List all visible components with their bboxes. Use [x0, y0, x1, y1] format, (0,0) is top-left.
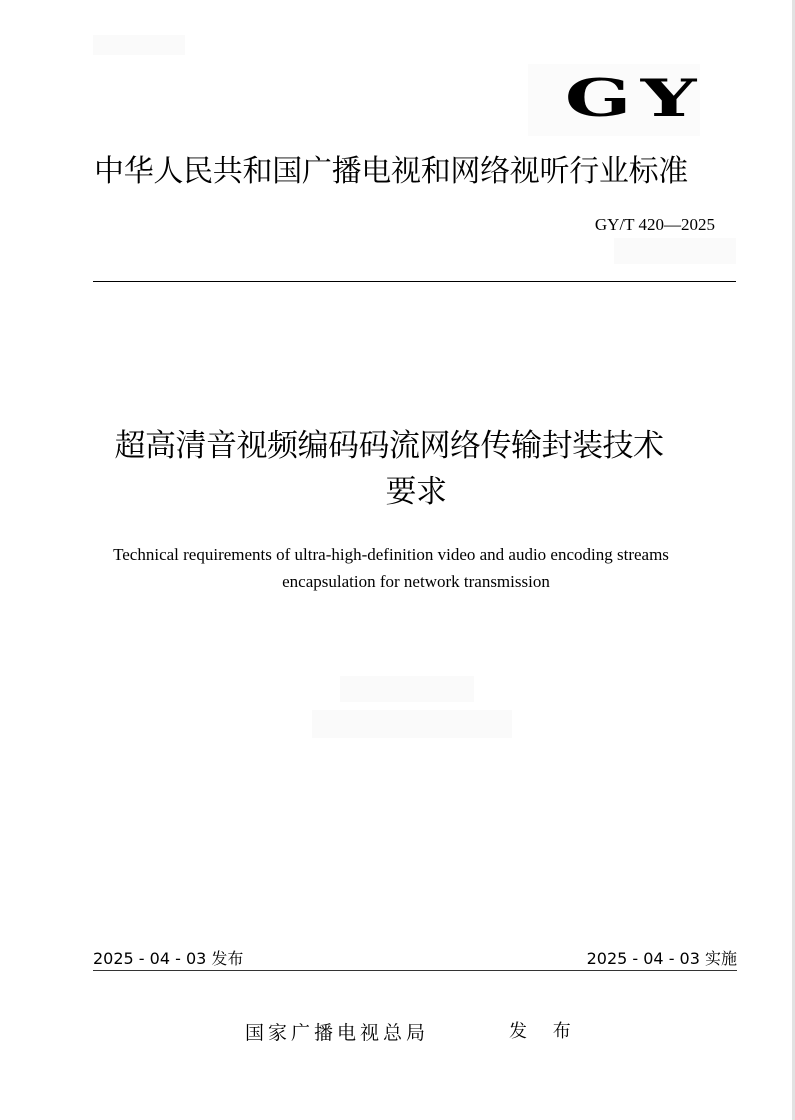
dates-row [93, 948, 737, 971]
blank-placeholder-box [614, 238, 736, 264]
implementation-date: 2025 - 04 - 03 实施 [586, 949, 737, 968]
blank-placeholder-box [93, 35, 185, 55]
document-title-chinese [40, 423, 792, 515]
document-title-english [40, 541, 792, 595]
publisher-name: 国家广播电视总局 [245, 1022, 430, 1044]
gy-logo: GY [564, 67, 706, 129]
publish-label: 发 布 [509, 1021, 581, 1042]
title-cn-line-1: 超高清音视频编码码流网络传输封装技术 [114, 428, 664, 464]
blank-placeholder-box [312, 710, 512, 738]
header-divider [93, 281, 736, 282]
title-cn-line-2: 要求 [385, 474, 447, 510]
standard-code: GY/T 420—2025 [594, 215, 715, 234]
issue-date: 2025 - 04 - 03 发布 [93, 949, 244, 968]
standard-category-title: 中华人民共和国广播电视和网络视听行业标准 [94, 154, 688, 189]
title-en-line-2: encapsulation for network transmission [282, 572, 550, 591]
title-en-line-1: Technical requirements of ultra-high-definition video and audio encoding streams [113, 545, 669, 564]
blank-placeholder-box [340, 676, 474, 702]
